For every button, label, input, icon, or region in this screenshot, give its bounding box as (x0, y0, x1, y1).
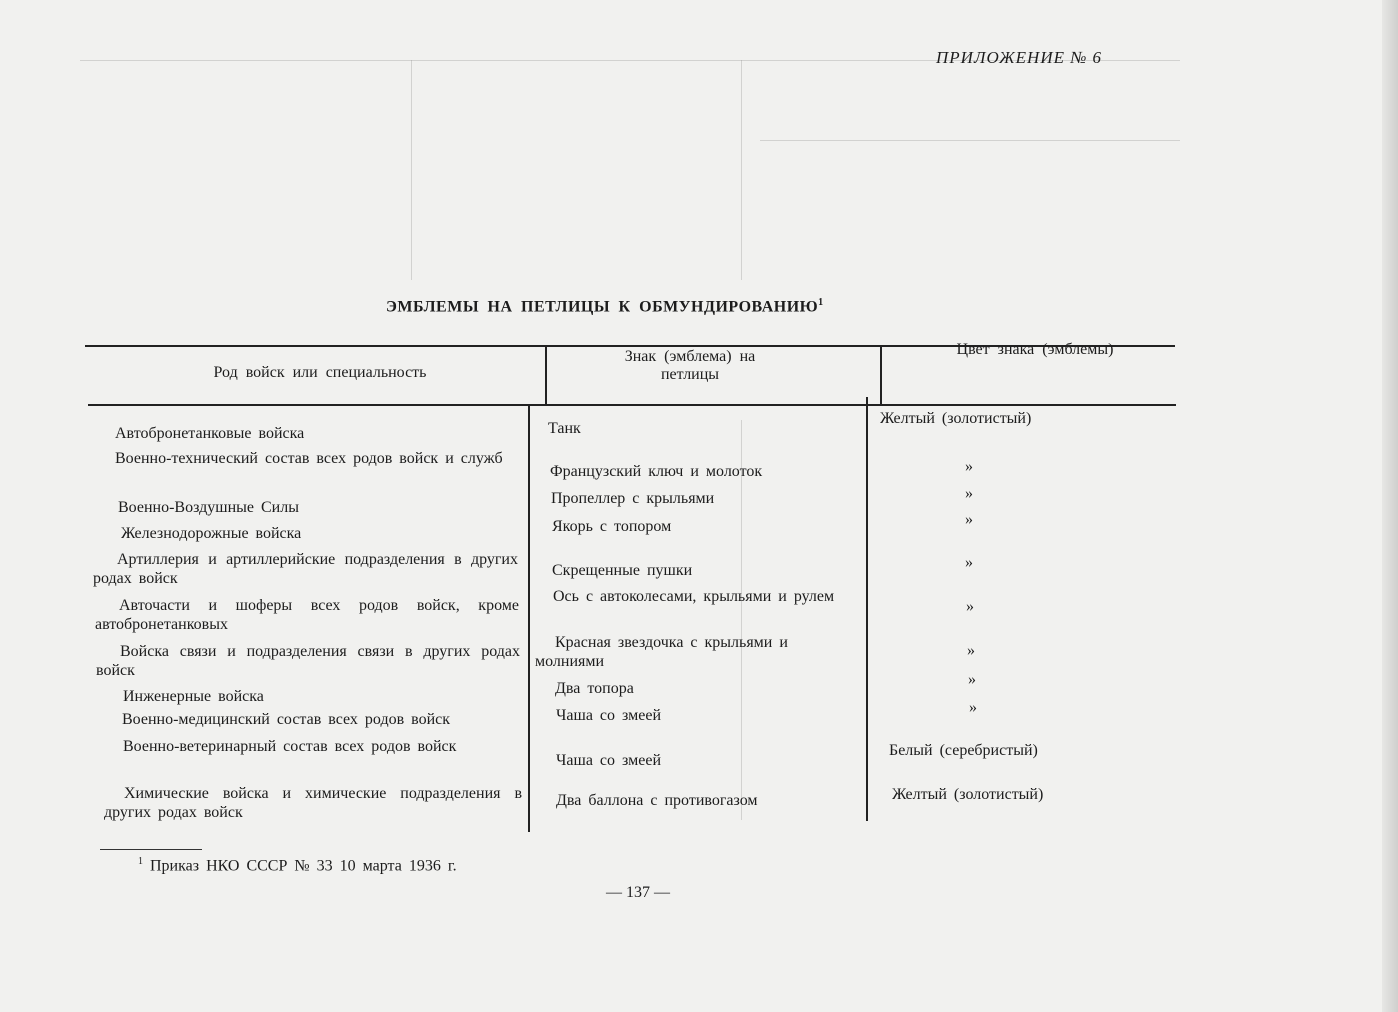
sign-cell: Красная звездочка с крыльями и молниями (535, 634, 788, 670)
color-cell: » (965, 554, 973, 571)
sign-cell: Ось с автоколесами, крыльями и рулем (553, 588, 835, 605)
bleed-through-block (740, 60, 742, 280)
branch-cell: Инженерные войска (123, 688, 264, 705)
color-cell: » (969, 699, 977, 716)
color-cell: Белый (серебристый) (889, 742, 1038, 759)
color-cell: » (965, 485, 973, 502)
color-cell: » (965, 511, 973, 528)
column-divider-1 (545, 345, 547, 404)
color-cell: » (965, 458, 973, 475)
branch-cell: Авточасти и шоферы всех родов войск, кроме автобронетанковых (95, 597, 519, 633)
table-title-text: ЭМБЛЕМЫ НА ПЕТЛИЦЫ К ОБМУНДИРОВАНИЮ (386, 298, 819, 316)
appendix-label: ПРИЛОЖЕНИЕ № 6 (936, 48, 1103, 67)
header-branch: Род войск или специальность (213, 364, 427, 381)
sign-cell: Якорь с топором (552, 518, 672, 535)
sign-cell: Два баллона с противогазом (556, 792, 758, 809)
header-color: Цвет знака (эмблемы) (956, 341, 1114, 358)
page-number: — 137 — (606, 884, 670, 901)
footnote-rule (100, 849, 202, 850)
column-divider-2 (880, 345, 882, 404)
column-divider-2-body (866, 397, 868, 821)
bleed-through-block (760, 140, 1180, 301)
color-cell: Желтый (золотистый) (880, 410, 1032, 427)
branch-cell: Войска связи и подразделения связи в других родах войск (96, 643, 520, 679)
branch-cell: Военно-медицинский состав всех родов войск (122, 711, 451, 728)
sign-cell: Скрещенные пушки (552, 562, 693, 579)
sign-cell: Французский ключ и молоток (550, 463, 763, 480)
title-footnote-mark: 1 (818, 297, 824, 308)
page-edge-shadow (1382, 0, 1398, 1012)
branch-cell: Железнодорожные войска (121, 525, 302, 542)
bleed-through-block (410, 60, 412, 280)
header-sign: Знак (эмблема) на петлицы (624, 348, 756, 383)
branch-cell: Военно-Воздушные Силы (118, 499, 299, 516)
header-bottom-rule (88, 404, 1176, 406)
sign-cell: Чаша со змеей (556, 707, 662, 724)
sign-cell: Чаша со змеей (556, 752, 662, 769)
footnote-text: Приказ НКО СССР № 33 10 марта 1936 г. (150, 857, 457, 875)
sign-cell: Пропеллер с крыльями (551, 490, 715, 507)
branch-cell: Военно-технический состав всех родов войск и служб (115, 450, 503, 467)
column-divider-1-body (528, 404, 530, 832)
sign-cell: Два топора (555, 680, 634, 697)
color-cell: » (968, 671, 976, 688)
color-cell: » (967, 642, 975, 659)
branch-cell: Автобронетанковые войска (115, 425, 305, 442)
table-title (386, 297, 824, 316)
sign-cell: Танк (548, 420, 581, 437)
footnote (138, 856, 457, 875)
color-cell: » (966, 598, 974, 615)
footnote-mark: 1 (138, 856, 143, 867)
branch-cell: Артиллерия и артиллерийские подразделения в других родах войск (93, 551, 518, 587)
branch-cell: Химические войска и химические подразделения в других родах войск (104, 785, 522, 821)
branch-cell: Военно-ветеринарный состав всех родов войск (123, 738, 457, 755)
color-cell: Желтый (золотистый) (892, 786, 1044, 803)
